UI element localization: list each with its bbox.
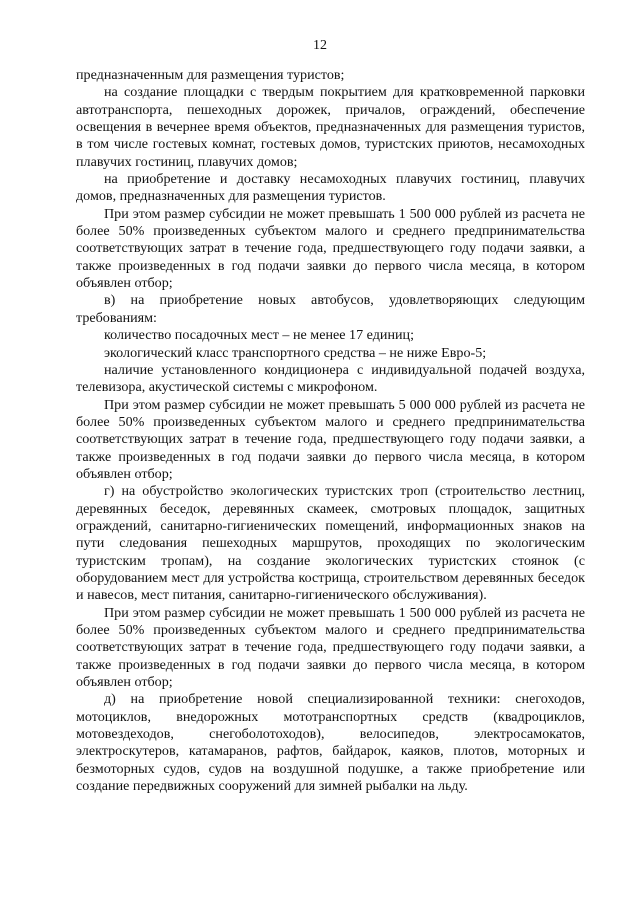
paragraph-item-v-buses: в) на приобретение новых автобусов, удовлетворяющих следующим требованиям: (76, 292, 585, 326)
paragraph-continuation: предназначенным для размещения туристов; (76, 67, 345, 83)
paragraph-parking-area: на создание площадки с твердым покрытием для кратковременной парковки автотранспорта, пешеходных дорожек, причалов, ограждений, обеспечение освещения в вечернее время объектов, предназначенных для размещения туристов, в том числе гостевых комнат, гостевых домов, туристских приютов, несамоходных плавучих гостиниц, плавучих домов; (76, 84, 585, 170)
paragraph-eco-class-requirement: экологический класс транспортного средства – не ниже Евро-5; (104, 344, 487, 361)
paragraph-floating-hotels: на приобретение и доставку несамоходных плавучих гостиниц, плавучих домов, предназначенных для размещения туристов. (76, 171, 585, 205)
page-number: 12 (313, 38, 327, 53)
paragraph-subsidy-limit-2: При этом размер субсидии не может превышать 5 000 000 рублей из расчета не более 50% произведенных субъектом малого и среднего предпринимательства соответствующих затрат в течение года, предшествующего году подачи заявки, а также произведенных в год подачи заявки до первого числа месяца, в котором объявлен отбор; (76, 396, 585, 482)
paragraph-seats-requirement: количество посадочных мест – не менее 17 единиц; (104, 327, 415, 344)
document-body (76, 67, 585, 795)
paragraph-subsidy-limit-1: При этом размер субсидии не может превышать 1 500 000 рублей из расчета не более 50% произведенных субъектом малого и среднего предпринимательства соответствующих затрат в течение года, предшествующего году подачи заявки, а также произведенных в год подачи заявки до первого числа месяца, в котором объявлен отбор; (76, 205, 585, 292)
paragraph-item-d-special-equipment: д) на приобретение новой специализированной техники: снегоходов, мотоциклов, внедорожных мототранспортных средств (квадроциклов, мотовездеходов, снегоболотоходов), велосипедов, электросамокатов, электроскутеров, катамаранов, рафтов, байдарок, каяков, плотов, моторных и безмоторных судов, судов на воздушной подушке, а также приобретение или создание передвижных сооружений для зимней рыбалки на льду. (76, 691, 585, 795)
paragraph-item-g-eco-trails: г) на обустройство экологических туристских троп (строительство лестниц, деревянных беседок, деревянных скамеек, смотровых площадок, защитных ограждений, санитарно-гигиенических помещений, информационных знаков на пути следования пешеходных маршрутов, проходящих по экологическим туристским тропам), на создание экологических туристских стоянок (с оборудованием мест для устройства кострища, строительством деревянных беседок и навесов, мест питания, санитарно-гигиенического обслуживания). (76, 483, 585, 604)
paragraph-equipment-requirement: наличие установленного кондиционера с индивидуальной подачей воздуха, телевизора, акустической системы с микрофоном. (76, 361, 585, 396)
paragraph-subsidy-limit-3: При этом размер субсидии не может превышать 1 500 000 рублей из расчета не более 50% произведенных субъектом малого и среднего предпринимательства соответствующих затрат в течение года, предшествующего году подачи заявки, а также произведенных в год подачи заявки до первого числа месяца, в котором объявлен отбор; (76, 604, 585, 691)
